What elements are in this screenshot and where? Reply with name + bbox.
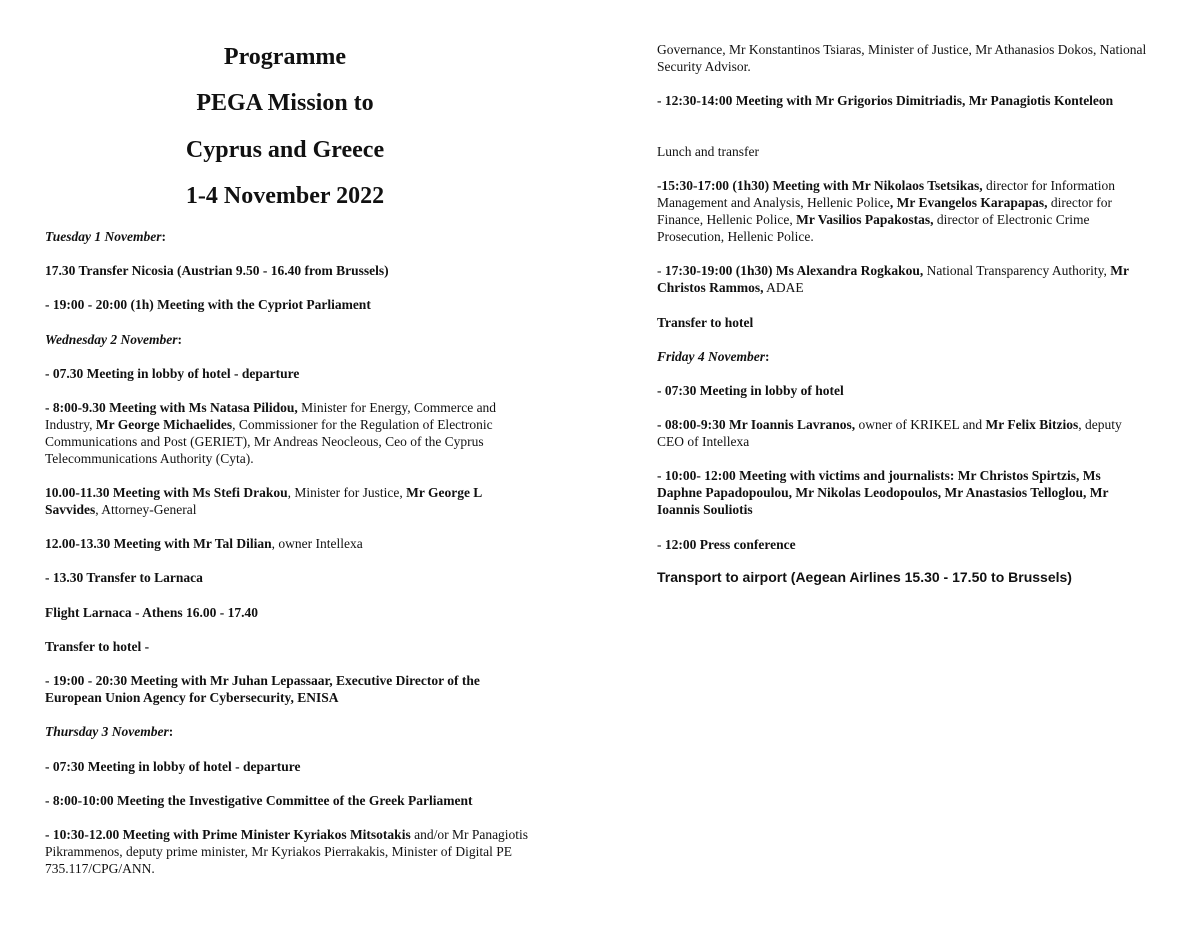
schedule-entry: - 07:30 Meeting in lobby of hotel - departure — [45, 759, 301, 774]
dates-title: 1-4 November 2022 — [185, 183, 385, 209]
day-heading-thursday: Thursday 3 November: — [45, 724, 174, 739]
schedule-entry: - 12:30-14:00 Meeting with Mr Grigorios Dimitriadis, Mr Panagiotis Konteleon — [657, 93, 1114, 108]
schedule-entry: - 13.30 Transfer to Larnaca — [45, 570, 203, 585]
day-heading-tuesday: Tuesday 1 November: — [45, 229, 166, 244]
countries-title: Cyprus and Greece — [185, 137, 385, 163]
day-heading-friday: Friday 4 November: — [657, 349, 770, 364]
schedule-entry: 10.00-11.30 Meeting with Ms Stefi Drakou, Minister for Justice, Mr George L Savvides, Attorney-General — [45, 485, 482, 517]
schedule-entry: - 07:30 Meeting in lobby of hotel — [657, 383, 844, 398]
schedule-entry: - 8:00-10:00 Meeting the Investigative Committee of the Greek Parliament — [45, 793, 473, 808]
schedule-entry: - 19:00 - 20:00 (1h) Meeting with the Cypriot Parliament — [45, 297, 371, 312]
schedule-entry: -15:30-17:00 (1h30) Meeting with Mr Nikolaos Tsetsikas, director for Information Management and Analysis, Hellenic Police, Mr Evangelos Karapapas, director for Finance, Hellenic Police, Mr Vasilios Papakostas, director of Electronic Crime Prosecution, Hellenic Police. — [657, 178, 1115, 244]
schedule-entry: - 12:00 Press conference — [657, 537, 796, 552]
schedule-entry: - 19:00 - 20:30 Meeting with Mr Juhan Lepassaar, Executive Director of the European Union Agency for Cybersecurity, ENISA — [45, 673, 480, 705]
schedule-entry: - 8:00-9.30 Meeting with Ms Natasa Pilidou, Minister for Energy, Commerce and Industry, Mr George Michaelides, Commissioner for the Regulation of Electronic Communications and Post (GERIET), Mr Andreas Neocleous, Ceo of the Cyprus Telecommunications Authority (Cyta). — [45, 400, 497, 466]
schedule-entry: Transfer to hotel - — [45, 639, 150, 654]
schedule-entry: - 17:30-19:00 (1h30) Ms Alexandra Rogkakou, National Transparency Authority, Mr Christos Rammos, ADAE — [657, 263, 1129, 295]
schedule-entry: 12.00-13.30 Meeting with Mr Tal Dilian, owner Intellexa — [45, 536, 363, 551]
schedule-entry: Governance, Mr Konstantinos Tsiaras, Minister of Justice, Mr Athanasios Dokos, National Security Advisor. — [657, 42, 1147, 74]
day-heading-wednesday: Wednesday 2 November: — [45, 332, 182, 347]
programme-title: Programme — [223, 44, 347, 70]
schedule-entry: Transfer to hotel — [657, 315, 754, 330]
schedule-entry: - 10:00- 12:00 Meeting with victims and journalists: Mr Christos Spirtzis, Ms Daphne Papadopoulou, Mr Nikolas Leodopoulos, Mr Anastasios Telloglou, Mr Ioannis Souliotis — [657, 468, 1109, 517]
schedule-entry: - 08:00-9:30 Mr Ioannis Lavranos, owner of KRIKEL and Mr Felix Bitzios, deputy CEO of Intellexa — [657, 417, 1122, 449]
schedule-entry: 17.30 Transfer Nicosia (Austrian 9.50 - 16.40 from Brussels) — [45, 263, 389, 278]
mission-title: PEGA Mission to — [196, 90, 374, 116]
schedule-entry: Lunch and transfer — [657, 144, 759, 159]
schedule-entry: Flight Larnaca - Athens 16.00 - 17.40 — [45, 605, 259, 620]
schedule-entry: - 10:30-12.00 Meeting with Prime Minister Kyriakos Mitsotakis and/or Mr Panagiotis Pikrammenos, deputy prime minister, Mr Kyriakos Pierrakakis, Minister of Digital PE 735.117/CPG/ANN. — [45, 827, 529, 876]
schedule-entry: Transport to airport (Aegean Airlines 15.30 - 17.50 to Brussels) — [657, 569, 1072, 585]
schedule-entry: - 07.30 Meeting in lobby of hotel - departure — [45, 366, 300, 381]
